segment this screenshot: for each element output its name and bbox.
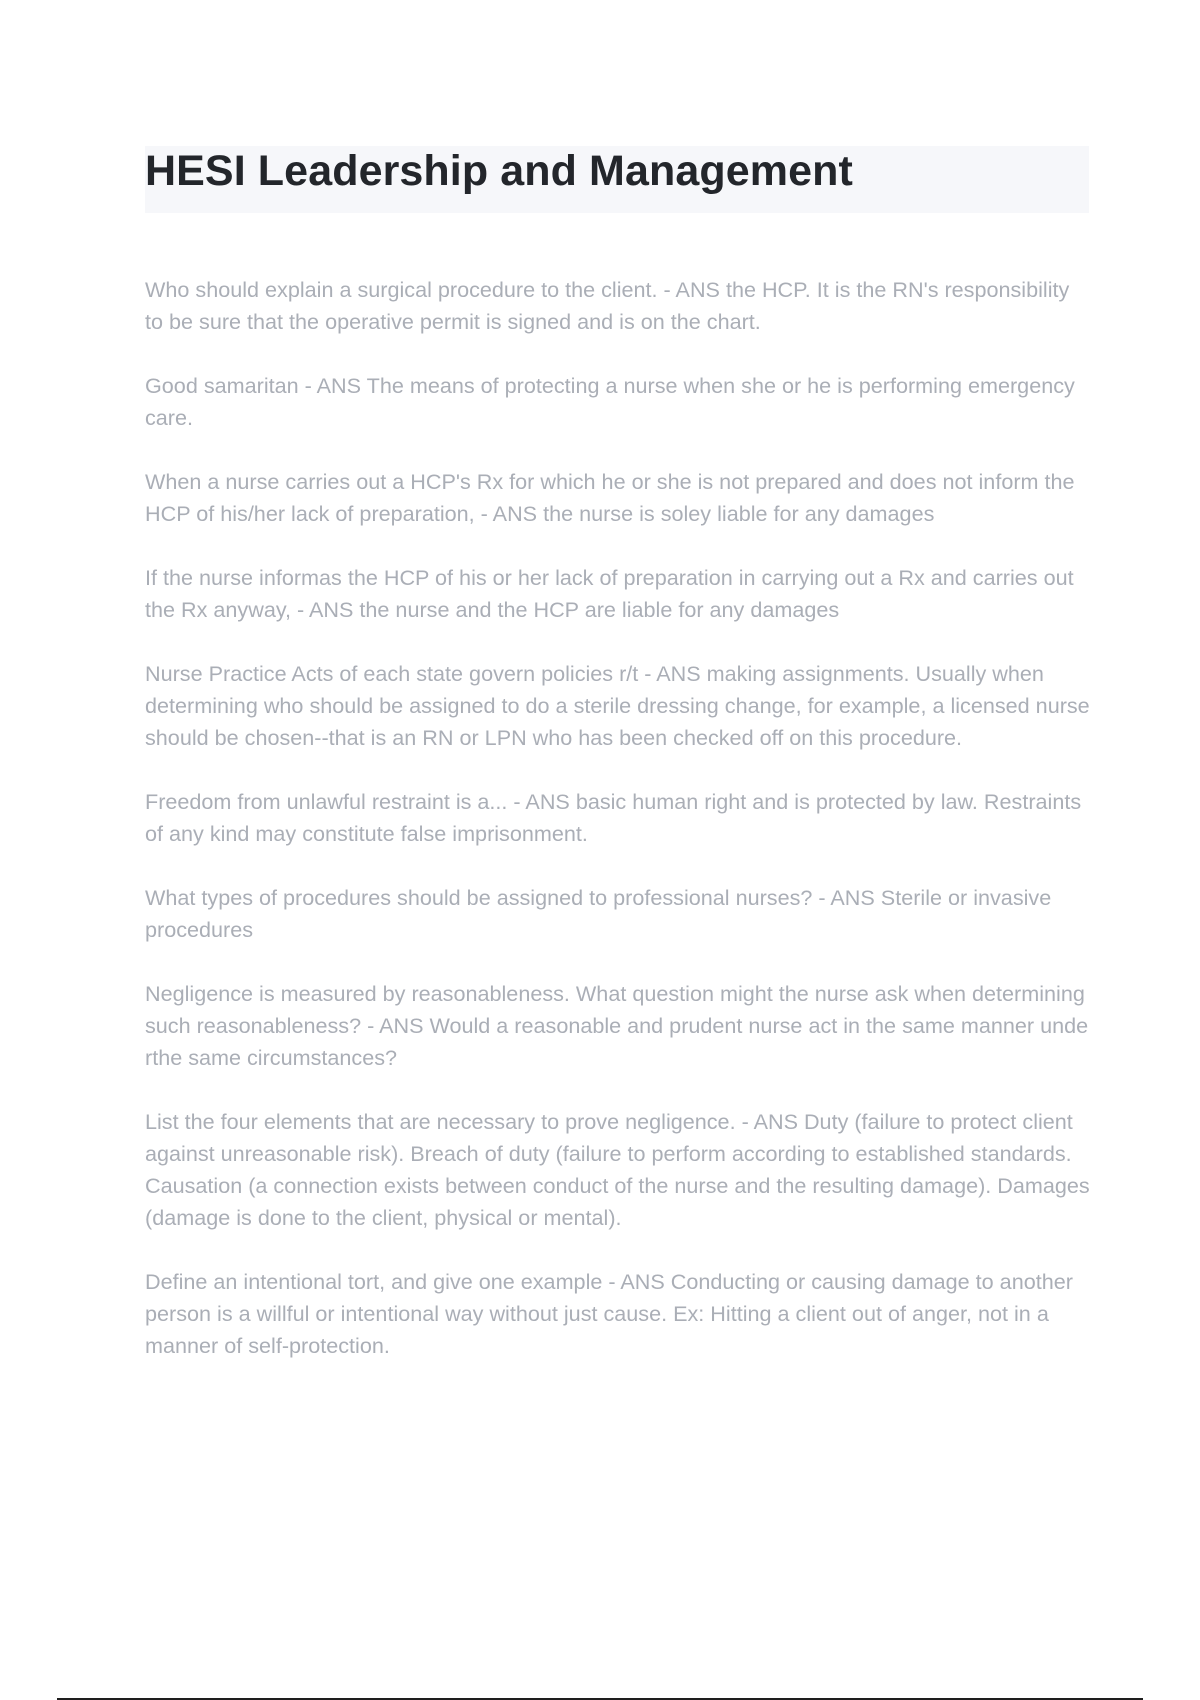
qa-entry: Negligence is measured by reasonableness. What question might the nurse ask when determining such reasonableness? - ANS Would a reasonable and prudent nurse act in the same manner unde rthe same circumstances? <box>145 981 1089 1070</box>
qa-list <box>145 274 1090 1394</box>
page-title: HESI Leadership and Management <box>145 147 853 195</box>
qa-entry: If the nurse informas the HCP of his or her lack of preparation in carrying out a Rx and carries out the Rx anyway, - ANS the nurse and the HCP are liable for any damages <box>145 565 1074 622</box>
qa-entry: When a nurse carries out a HCP's Rx for which he or she is not prepared and does not inform the HCP of his/her lack of preparation, - ANS the nurse is soley liable for any damages <box>145 469 1075 526</box>
qa-entry: List the four elements that are necessary to prove negligence. - ANS Duty (failure to protect client against unreasonable risk). Breach of duty (failure to perform according to established standards. Causation (a connection exists between conduct of the nurse and the resulting damage). Damages (damage is done to the client, physical or mental). <box>145 1109 1090 1230</box>
qa-entry: What types of procedures should be assigned to professional nurses? - ANS Sterile or invasive procedures <box>145 885 1052 942</box>
qa-entry: Nurse Practice Acts of each state govern policies r/t - ANS making assignments. Usually when determining who should be assigned to do a sterile dressing change, for example, a licensed nurse should be chosen--that is an RN or LPN who has been checked off on this procedure. <box>145 661 1090 750</box>
qa-entry: Define an intentional tort, and give one example - ANS Conducting or causing damage to another person is a willful or intentional way without just cause. Ex: Hitting a client out of anger, not in a manner of self-protection. <box>145 1269 1073 1358</box>
qa-entry: Freedom from unlawful restraint is a... - ANS basic human right and is protected by law. Restraints of any kind may constitute false imprisonment. <box>145 789 1082 846</box>
qa-entry: Good samaritan - ANS The means of protecting a nurse when she or he is performing emergency care. <box>145 373 1075 430</box>
qa-entry: Who should explain a surgical procedure to the client. - ANS the HCP. It is the RN's responsibility to be sure that the operative permit is signed and is on the chart. <box>145 277 1070 334</box>
